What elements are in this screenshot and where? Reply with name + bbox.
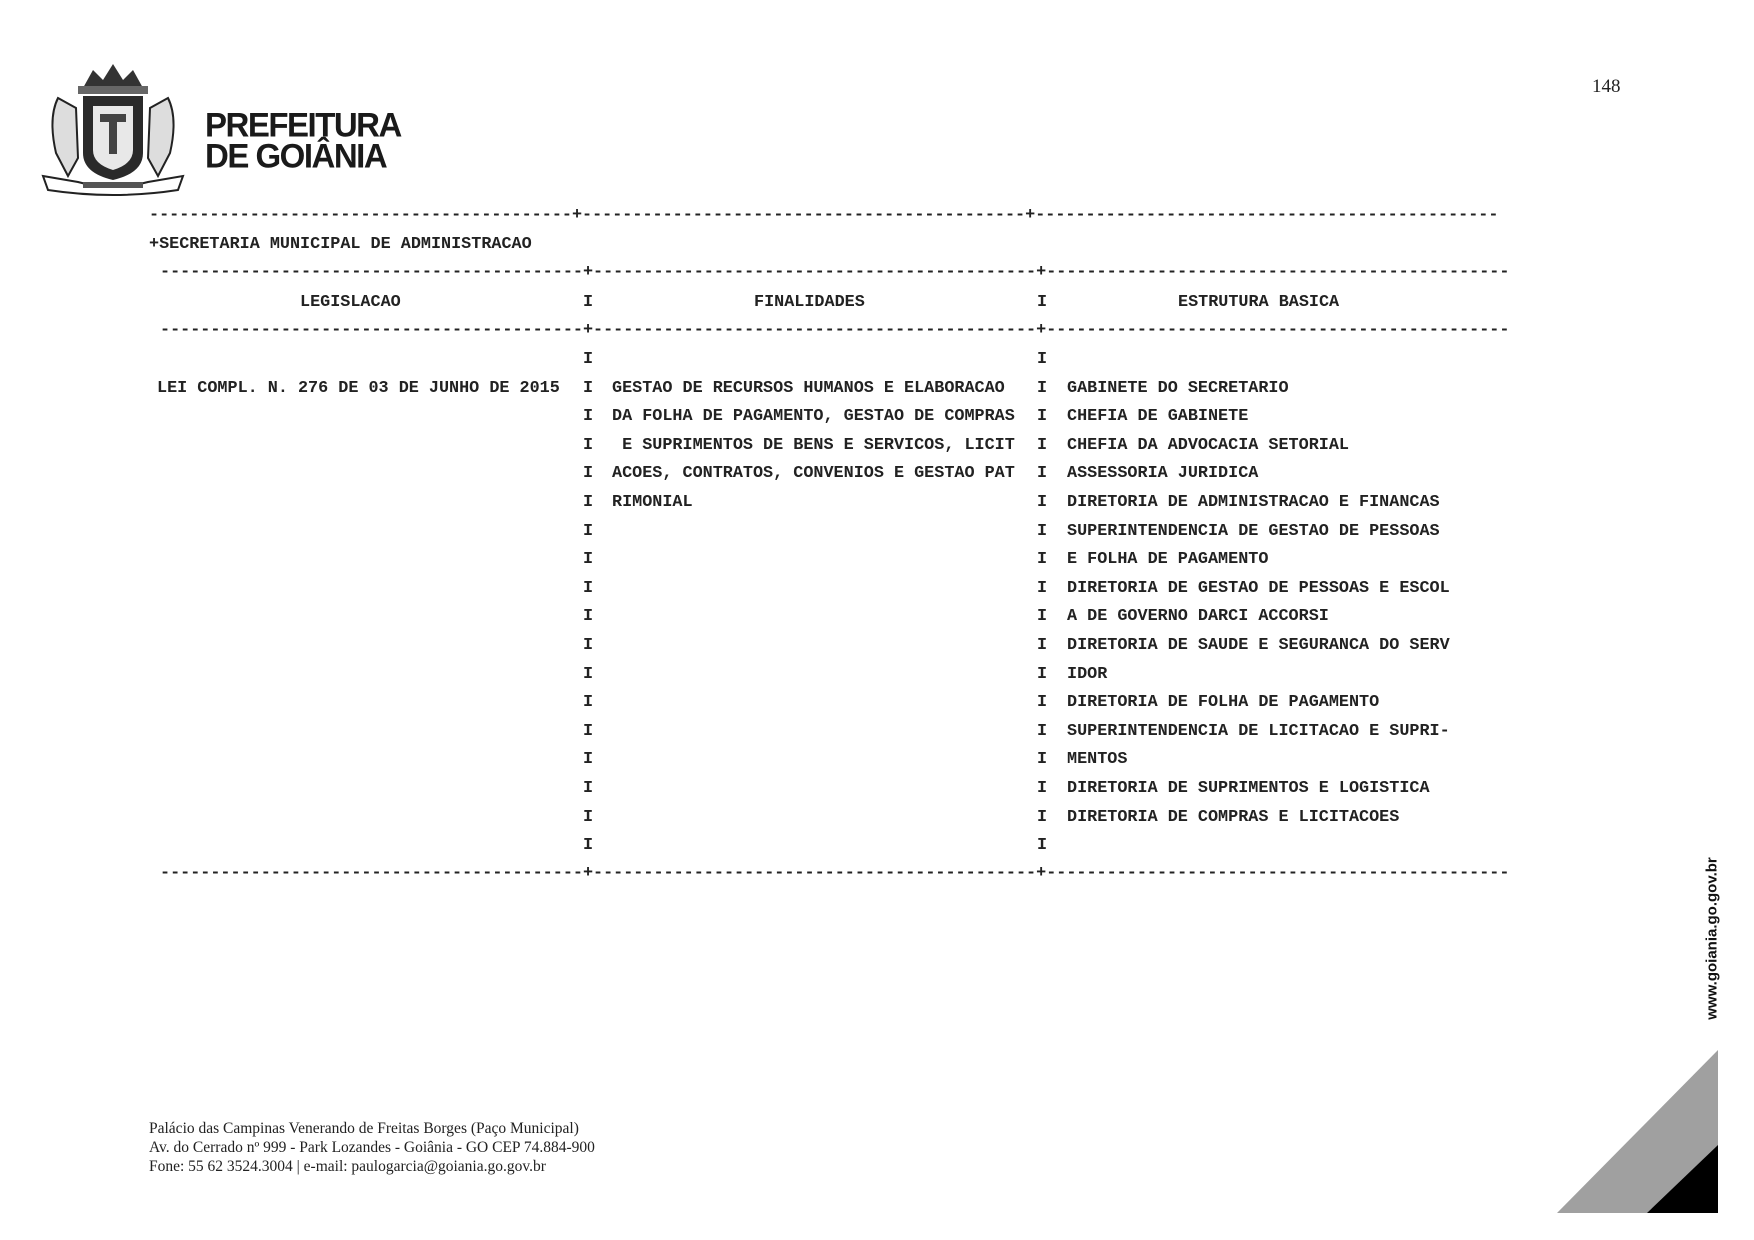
- rule-bottom: ------------------------------------------+--------------------------------------------+----------------------------------------------: [160, 864, 1510, 883]
- column-separator: I: [583, 435, 594, 455]
- column-separator: I: [1037, 750, 1048, 770]
- estrutura-cell: E FOLHA DE PAGAMENTO: [1067, 550, 1269, 570]
- column-separator: I: [1037, 435, 1048, 455]
- column-separator: I: [583, 607, 594, 627]
- column-separator: I: [583, 807, 594, 827]
- column-separator: I: [583, 578, 594, 598]
- column-separator: I: [583, 521, 594, 541]
- estrutura-cell: DIRETORIA DE SUPRIMENTOS E LOGISTICA: [1067, 779, 1430, 798]
- column-separator: I: [1037, 664, 1048, 684]
- column-header-finalidades: FINALIDADES: [754, 293, 865, 312]
- column-separator: I: [1037, 407, 1048, 427]
- estrutura-cell: DIRETORIA DE FOLHA DE PAGAMENTO: [1067, 693, 1380, 713]
- estrutura-cell: SUPERINTENDENCIA DE LICITACAO E SUPRI-: [1067, 721, 1450, 741]
- column-separator: I: [583, 836, 594, 856]
- finalidades-cell: ACOES, CONTRATOS, CONVENIOS E GESTAO PAT: [612, 464, 1015, 484]
- column-separator: I: [583, 750, 594, 770]
- estrutura-cell: DIRETORIA DE SAUDE E SEGURANCA DO SERV: [1067, 636, 1450, 655]
- column-separator: I: [1037, 636, 1048, 655]
- estrutura-cell: A DE GOVERNO DARCI ACCORSI: [1067, 607, 1329, 627]
- footer-address-2: Av. do Cerrado nº 999 - Park Lozandes - Goiânia - GO CEP 74.884-900: [149, 1139, 595, 1156]
- estrutura-cell: ASSESSORIA JURIDICA: [1067, 464, 1259, 484]
- column-separator: I: [583, 293, 594, 312]
- finalidades-cell: E SUPRIMENTOS DE BENS E SERVICOS, LICIT: [612, 435, 1015, 455]
- column-separator: I: [583, 779, 594, 798]
- column-separator: I: [1037, 779, 1048, 798]
- estrutura-cell: DIRETORIA DE ADMINISTRACAO E FINANCAS: [1067, 493, 1440, 512]
- rule-header-top: ------------------------------------------+--------------------------------------------+----------------------------------------------: [160, 263, 1510, 282]
- legislacao-cell: LEI COMPL. N. 276 DE 03 DE JUNHO DE 2015: [157, 378, 560, 398]
- corner-decoration-icon: [1557, 1050, 1718, 1213]
- estrutura-cell: GABINETE DO SECRETARIO: [1067, 378, 1289, 398]
- column-separator: I: [583, 378, 594, 398]
- finalidades-cell: GESTAO DE RECURSOS HUMANOS E ELABORACAO: [612, 378, 1005, 398]
- brand-line-1: PREFEITURA: [205, 105, 401, 144]
- brand-line-2: DE GOIÂNIA: [205, 136, 387, 175]
- column-separator: I: [1037, 693, 1048, 713]
- column-separator: I: [1037, 807, 1048, 827]
- column-separator: I: [1037, 550, 1048, 570]
- page-number: 148: [1592, 76, 1621, 97]
- estrutura-cell: DIRETORIA DE COMPRAS E LICITACOES: [1067, 807, 1400, 827]
- column-separator: I: [583, 550, 594, 570]
- estrutura-cell: DIRETORIA DE GESTAO DE PESSOAS E ESCOL: [1067, 578, 1450, 598]
- column-separator: I: [583, 664, 594, 684]
- column-separator: I: [1037, 578, 1048, 598]
- finalidades-cell: DA FOLHA DE PAGAMENTO, GESTAO DE COMPRAS: [612, 407, 1015, 427]
- estrutura-cell: CHEFIA DE GABINETE: [1067, 407, 1249, 427]
- column-separator: I: [1037, 350, 1048, 369]
- coat-of-arms-icon: [38, 58, 188, 198]
- column-separator: I: [583, 493, 594, 512]
- column-separator: I: [1037, 293, 1048, 312]
- estrutura-cell: CHEFIA DA ADVOCACIA SETORIAL: [1067, 435, 1349, 455]
- column-separator: I: [1037, 521, 1048, 541]
- estrutura-cell: IDOR: [1067, 664, 1108, 684]
- website-url: www.goiania.go.gov.br: [1703, 857, 1721, 1020]
- finalidades-cell: RIMONIAL: [612, 493, 693, 512]
- footer-contact: Fone: 55 62 3524.3004 | e-mail: paulogarcia@goiania.go.gov.br: [149, 1158, 546, 1175]
- rule-header-bottom: ------------------------------------------+--------------------------------------------+----------------------------------------------: [160, 321, 1510, 340]
- column-separator: I: [583, 350, 594, 369]
- column-separator: I: [583, 693, 594, 713]
- column-separator: I: [583, 721, 594, 741]
- rule-top: ------------------------------------------+--------------------------------------------+----------------------------------------------: [149, 206, 1499, 225]
- column-separator: I: [583, 407, 594, 427]
- estrutura-cell: SUPERINTENDENCIA DE GESTAO DE PESSOAS: [1067, 521, 1440, 541]
- footer-address-1: Palácio das Campinas Venerando de Freitas Borges (Paço Municipal): [149, 1120, 579, 1137]
- column-separator: I: [1037, 836, 1048, 856]
- column-header-legislacao: LEGISLACAO: [300, 293, 401, 312]
- estrutura-cell: MENTOS: [1067, 750, 1128, 770]
- column-separator: I: [1037, 607, 1048, 627]
- column-separator: I: [583, 636, 594, 655]
- section-title: +SECRETARIA MUNICIPAL DE ADMINISTRACAO: [149, 235, 532, 254]
- column-separator: I: [1037, 464, 1048, 484]
- column-separator: I: [1037, 493, 1048, 512]
- column-separator: I: [583, 464, 594, 484]
- column-separator: I: [1037, 378, 1048, 398]
- column-header-estrutura: ESTRUTURA BASICA: [1178, 293, 1340, 312]
- column-separator: I: [1037, 721, 1048, 741]
